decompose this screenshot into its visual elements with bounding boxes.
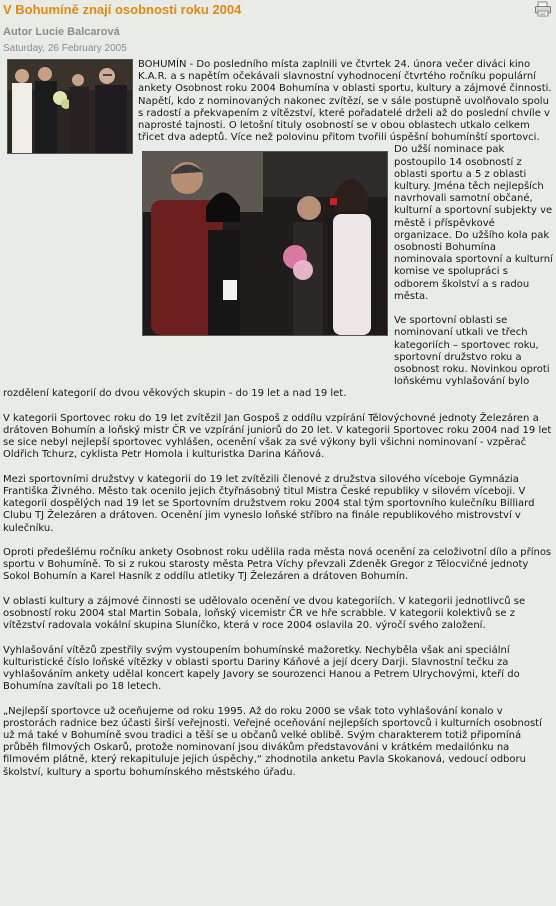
article-author: Autor Lucie Balcarová (3, 26, 120, 38)
paragraph-1-text: BOHUMÍN - Do posledního místa zaplnili ve čtvrtek 24. února večer diváci kino K.A.R. a s napětím očekávali slavnostní vyhodnocení čtvrtého ročníku populární ankety Osobnost roku 2004 Bohumína v oblasti sportu, kultury a zájmové činnosti. Napětí, kdo z nominovaných nakonec zvítězí, se v sále postupně uvolňovalo spolu s radostí a překvapením z vítězství, které pořadatelé drželi až do poslední chvíle v naprosté tajnosti. O letošní tituly osobností se v obou oblastech utkalo celkem třicet dva adeptů. Více než polovinu přitom tvořili úspěšní bohumínští sportovci. Do užší nominace pak postoupilo 14 osobností z oblasti sportu a 5 z oblasti kultury. Jména těch nejlepších navrhovali samotní občané, kulturní a sportovní subjekty ve městě i příspěvkové organizace. Do užšího kola pak osobnosti Bohumína nominovala sportovní a kulturní komise ve spolupráci s odborem školství a s radou města. (138, 59, 553, 302)
article-body (3, 59, 553, 791)
article-paragraph-3: V kategorii Sportovec roku do 19 let zvítězil Jan Gospoš z oddílu vzpírání Tělovýchovné jednoty Železáren a drátoven Bohumín a loňský mistr ČR ve vzpírání juniorů do 20 let. V kategorii Sportovec roku 2004 nad 19 let se sice nebyl nejlepší sportovec vyhlášen, ocenění však za své výkony byli všichni nominovaní - vzpěrač Oldřich Tchurz, cyklista Petr Homola i kulturistka Darina Káňová. (3, 412, 552, 461)
article-paragraph-5: Oproti předešlému ročníku ankety Osobnost roku udělila rada města nová ocenění za celoživotní dílo a přínos sportu v Bohumíně. To si z rukou starosty města Petra Víchy převzali Zdeněk Gregor z Tělocvičné jednoty Sokol Bohumín a Karel Hasník z oddílu atletiky TJ Železáren a drátoven Bohumín. (3, 547, 552, 583)
print-icon[interactable] (534, 1, 552, 17)
article-paragraph-2: Ve sportovní oblasti se nominovaní utkali ve třech kategoriích – sportovec roku, sportovní družstvo roku a osobnost roku. Novinkou oproti loňskému vyhlašování bylo rozdělení kategorií do dvou věkových skupin - do 19 let a nad 19 let. (3, 315, 550, 400)
article-paragraph-4: Mezi sportovními družstvy v kategorii do 19 let zvítězili členové z družstva silového víceboje Gymnázia Františka Živného. Město tak ocenilo jejich čtyřnásobný titul Mistra České republiky v silovém víceboji. V kategorii dospělých nad 19 let se Sportovním družstvem roku 2004 stal tým sportovního kulečníku Billiard Clubu TJ Železáren a drátoven. Ocenění jim vyneslo loňské stříbro na finále republikového mistrovství v kulečníku. (3, 473, 535, 534)
article-paragraph-6: V oblasti kultury a zájmové činnosti se udělovalo ocenění ve dvou kategoriích. V kategorii jednotlivců se osobností roku 2004 stal Martin Sobala, loňský vicemistr ČR ve hře scrabble. V kategorii kolektivů se z vítězství radovala vokální skupina Sluníčko, která v roce 2004 oslavila 20. výročí svého založení. (3, 595, 526, 632)
article-paragraph-7: Vyhlašování vítězů zpestřily svým vystoupením bohumínské mažoretky. Nechyběla však ani speciální kulturistické číslo loňské vítězky v oblasti sportu Dariny Káňové a její dcery Darji. Slavnostní tečku za vyhlašováním ankety udělal koncert kapely Javory se sourozenci Hanou a Petrem Ulrychovými, kteří do Bohumína zavítali po 18 letech. (3, 644, 520, 693)
article-title: V Bohumíně znají osobnosti roku 2004 (3, 2, 242, 17)
article-date: Saturday, 26 February 2005 (3, 43, 127, 54)
article-paragraph-8: „Nejlepší sportovce už oceňujeme od roku 1995. Až do roku 2000 se však toto vyhlašování konalo v prostorách radnice bez účasti širší veřejnosti. Veřejné oceňování nejlepších sportovců i kulturních osobností už má také v Bohumíně svou tradici a těší se u občanů velké oblibě. Svým charakterem totiž připomíná průběh filmových Oskarů, protože nominovaní jsou divákům představováni v krátkém medailónku na filmovém plátně, který rekapituluje jejich úspěchy,“ zhodnotila anketu Pavla Skokanová, vedoucí odboru školství, kultury a sportu bohumínského městského úřadu. (3, 705, 542, 778)
article-paragraph-1 (3, 59, 553, 303)
